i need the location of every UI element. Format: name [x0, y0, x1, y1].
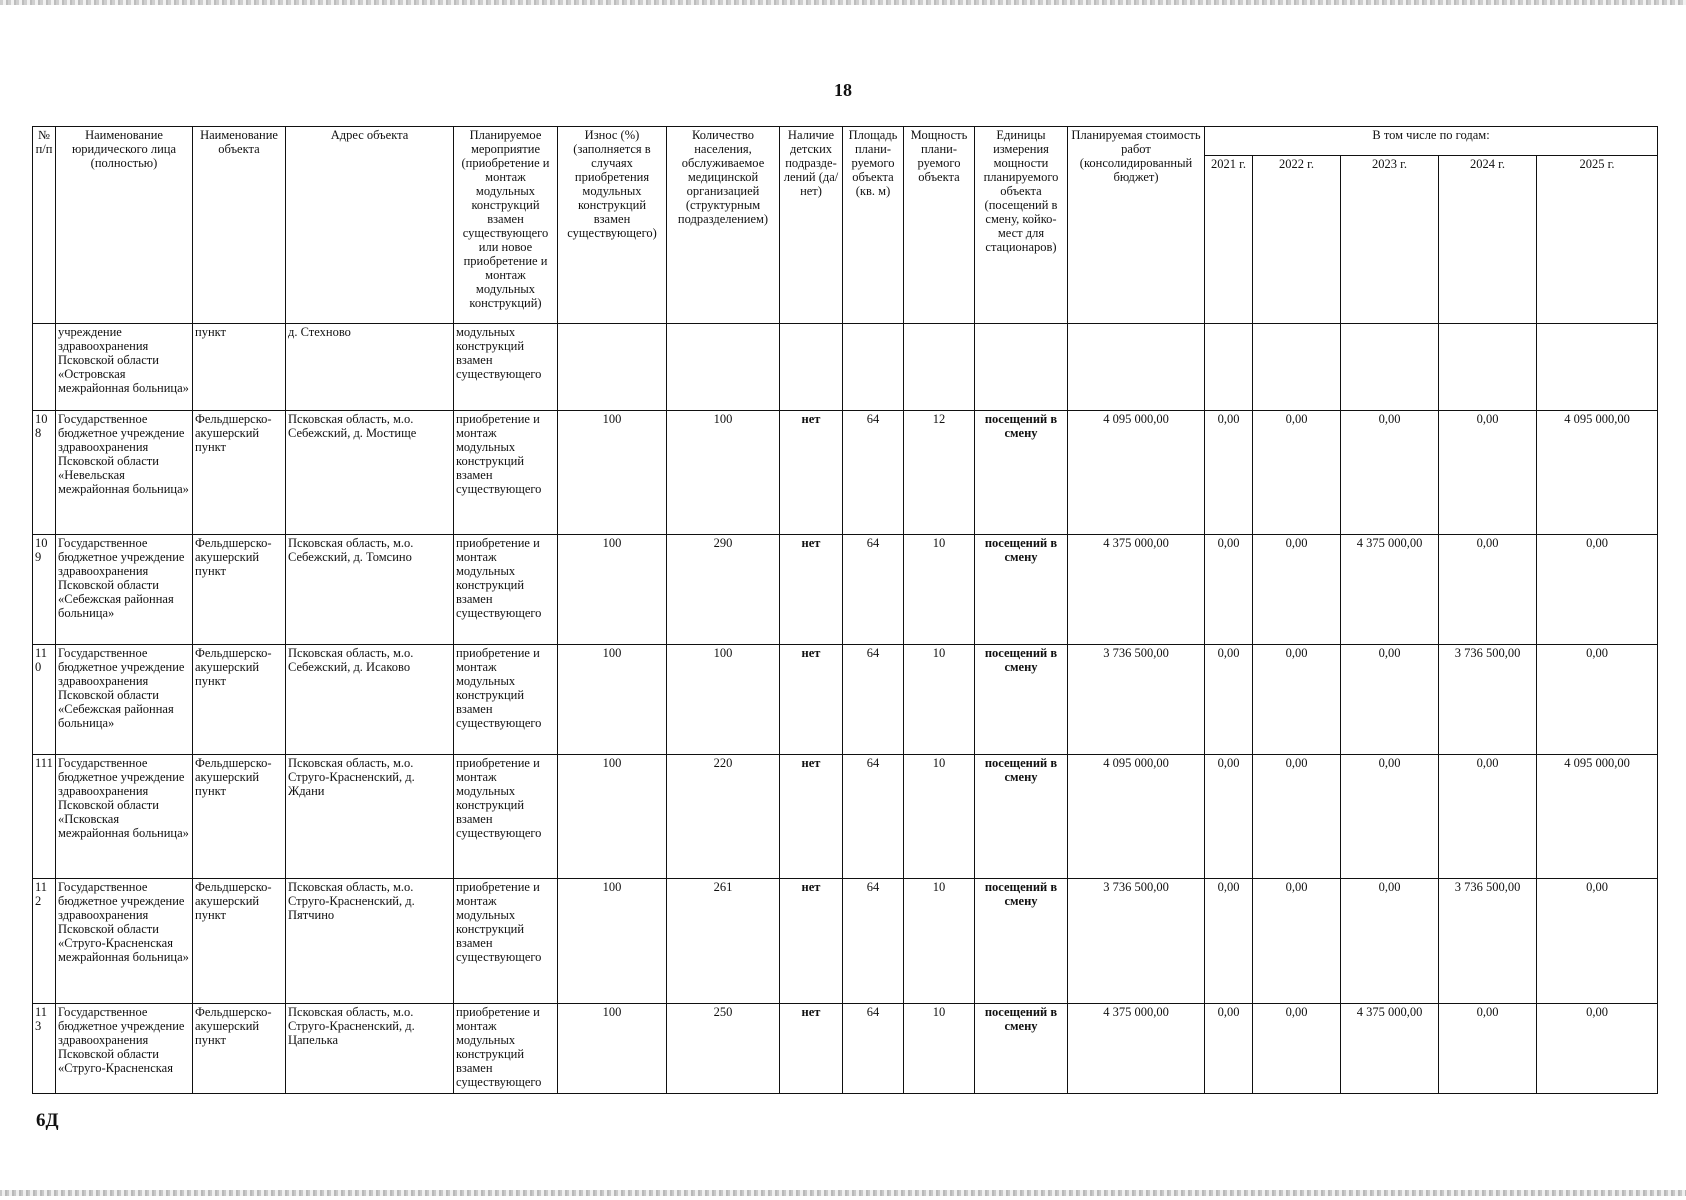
cell-legal-name: Государственное бюджетное учреждение здравоохранения Псковской области «Невельская межрайонная больница» — [56, 411, 193, 535]
cell-year-2022: 0,00 — [1253, 1004, 1341, 1094]
cell-measure: приобретение и монтаж модульных конструкций взамен существующего — [454, 879, 558, 1004]
cell-area: 64 — [843, 411, 904, 535]
cell-address: Псковская область, м.о. Струго-Красненский, д. Цапелька — [286, 1004, 454, 1094]
cell-legal-name: Государственное бюджетное учреждение здравоохранения Псковской области «Струго-Красненская межрайонная больница» — [56, 879, 193, 1004]
header-row-top — [33, 127, 1658, 156]
cell-year-2021: 0,00 — [1205, 535, 1253, 645]
cell-children: нет — [780, 1004, 843, 1094]
cell-measure: модульных конструкций взамен существующего — [454, 324, 558, 411]
cell-capacity: 10 — [904, 645, 975, 755]
cell-area — [843, 324, 904, 411]
cell-year-2023: 4 375 000,00 — [1341, 1004, 1439, 1094]
table-row — [33, 535, 1658, 645]
cell-year-2024: 0,00 — [1439, 1004, 1537, 1094]
table-header — [33, 127, 1658, 324]
header-address: Адрес объекта — [286, 127, 454, 324]
cell-year-2023: 0,00 — [1341, 411, 1439, 535]
scan-edge-top — [0, 0, 1686, 5]
table-row-continuation — [33, 324, 1658, 411]
cell-year-2024 — [1439, 324, 1537, 411]
cell-year-2024: 3 736 500,00 — [1439, 645, 1537, 755]
cell-year-2023: 0,00 — [1341, 879, 1439, 1004]
cell-population: 261 — [667, 879, 780, 1004]
cell-year-2025: 0,00 — [1537, 1004, 1658, 1094]
cell-year-2021 — [1205, 324, 1253, 411]
cell-year-2024: 0,00 — [1439, 535, 1537, 645]
cell-address: Псковская область, м.о. Струго-Красненский, д. Пятчино — [286, 879, 454, 1004]
cell-units: посещений в смену — [975, 755, 1068, 879]
cell-area: 64 — [843, 1004, 904, 1094]
cell-address: Псковская область, м.о. Себежский, д. Томсино — [286, 535, 454, 645]
header-area: Площадь плани-руемого объекта (кв. м) — [843, 127, 904, 324]
cell-object-name: Фельдшерско-акушерский пункт — [193, 645, 286, 755]
cell-object-name: Фельдшерско-акушерский пункт — [193, 879, 286, 1004]
page-number: 18 — [834, 80, 852, 100]
header-wear: Износ (%) (заполняется в случаях приобретения модульных конструкций взамен существующего) — [558, 127, 667, 324]
table-row — [33, 755, 1658, 879]
cell-year-2023: 0,00 — [1341, 755, 1439, 879]
table-row — [33, 411, 1658, 535]
cell-wear: 100 — [558, 535, 667, 645]
cell-year-2022: 0,00 — [1253, 879, 1341, 1004]
cell-cost: 4 375 000,00 — [1068, 1004, 1205, 1094]
cell-object-name: Фельдшерско-акушерский пункт — [193, 1004, 286, 1094]
cell-year-2022: 0,00 — [1253, 411, 1341, 535]
cell-year-2023: 4 375 000,00 — [1341, 535, 1439, 645]
cell-measure: приобретение и монтаж модульных конструкций взамен существующего — [454, 755, 558, 879]
cell-cost: 3 736 500,00 — [1068, 879, 1205, 1004]
cell-measure: приобретение и монтаж модульных конструкций взамен существующего — [454, 411, 558, 535]
cell-address: Псковская область, м.о. Себежский, д. Мостище — [286, 411, 454, 535]
header-year-2021: 2021 г. — [1205, 156, 1253, 324]
cell-address: д. Стехново — [286, 324, 454, 411]
cell-capacity: 12 — [904, 411, 975, 535]
cell-units: посещений в смену — [975, 535, 1068, 645]
cell-legal-name: Государственное бюджетное учреждение здравоохранения Псковской области «Себежская районная больница» — [56, 645, 193, 755]
cell-wear — [558, 324, 667, 411]
cell-object-name: Фельдшерско-акушерский пункт — [193, 755, 286, 879]
header-population: Количество населения, обслуживаемое медицинской организацией (структурным подразделением) — [667, 127, 780, 324]
cell-num: 112 — [33, 879, 56, 1004]
cell-wear: 100 — [558, 411, 667, 535]
cell-cost: 4 095 000,00 — [1068, 755, 1205, 879]
cell-capacity: 10 — [904, 755, 975, 879]
table-body — [33, 324, 1658, 1094]
cell-area: 64 — [843, 645, 904, 755]
cell-children — [780, 324, 843, 411]
cell-measure: приобретение и монтаж модульных конструкций взамен существующего — [454, 645, 558, 755]
cell-population: 290 — [667, 535, 780, 645]
cell-num: 108 — [33, 411, 56, 535]
cell-population: 100 — [667, 645, 780, 755]
header-capacity: Мощность плани-руемого объекта — [904, 127, 975, 324]
header-measure: Планируемое мероприятие (приобретение и монтаж модульных конструкций взамен существующего или новое приобретение и монтаж модульных конструкций) — [454, 127, 558, 324]
cell-year-2021: 0,00 — [1205, 879, 1253, 1004]
header-units: Единицы измерения мощности планируемого объекта (посещений в смену, койко-мест для стационаров) — [975, 127, 1068, 324]
cell-capacity: 10 — [904, 879, 975, 1004]
cell-units: посещений в смену — [975, 879, 1068, 1004]
cell-capacity: 10 — [904, 1004, 975, 1094]
cell-area: 64 — [843, 879, 904, 1004]
cell-num: 109 — [33, 535, 56, 645]
table-row — [33, 1004, 1658, 1094]
cell-wear: 100 — [558, 755, 667, 879]
header-object-name: Наименование объекта — [193, 127, 286, 324]
cell-units: посещений в смену — [975, 411, 1068, 535]
cell-cost — [1068, 324, 1205, 411]
cell-address: Псковская область, м.о. Струго-Красненский, д. Ждани — [286, 755, 454, 879]
cell-year-2021: 0,00 — [1205, 645, 1253, 755]
cell-wear: 100 — [558, 879, 667, 1004]
cell-year-2023 — [1341, 324, 1439, 411]
cell-wear: 100 — [558, 645, 667, 755]
cell-year-2021: 0,00 — [1205, 411, 1253, 535]
cell-year-2025: 4 095 000,00 — [1537, 411, 1658, 535]
header-year-2024: 2024 г. — [1439, 156, 1537, 324]
header-num: № п/п — [33, 127, 56, 324]
cell-address: Псковская область, м.о. Себежский, д. Исаково — [286, 645, 454, 755]
header-by-years: В том числе по годам: — [1205, 127, 1658, 156]
cell-area: 64 — [843, 535, 904, 645]
cell-cost: 3 736 500,00 — [1068, 645, 1205, 755]
header-cost: Планируемая стоимость работ (консолидированный бюджет) — [1068, 127, 1205, 324]
cell-units — [975, 324, 1068, 411]
cell-children: нет — [780, 535, 843, 645]
cell-year-2021: 0,00 — [1205, 1004, 1253, 1094]
cell-year-2024: 3 736 500,00 — [1439, 879, 1537, 1004]
cell-year-2022: 0,00 — [1253, 535, 1341, 645]
cell-cost: 4 095 000,00 — [1068, 411, 1205, 535]
cell-children: нет — [780, 879, 843, 1004]
cell-legal-name: Государственное бюджетное учреждение здравоохранения Псковской области «Себежская районная больница» — [56, 535, 193, 645]
cell-children: нет — [780, 755, 843, 879]
footer-code: 6Д — [36, 1110, 59, 1131]
cell-object-name: пункт — [193, 324, 286, 411]
cell-year-2022: 0,00 — [1253, 755, 1341, 879]
cell-year-2023: 0,00 — [1341, 645, 1439, 755]
cell-population — [667, 324, 780, 411]
cell-measure: приобретение и монтаж модульных конструкций взамен существующего — [454, 1004, 558, 1094]
cell-year-2022: 0,00 — [1253, 645, 1341, 755]
header-legal-name: Наименование юридического лица (полностью) — [56, 127, 193, 324]
header-children: Наличие детских подразде-лений (да/нет) — [780, 127, 843, 324]
cell-legal-name: Государственное бюджетное учреждение здравоохранения Псковской области «Псковская межрайонная больница» — [56, 755, 193, 879]
cell-capacity: 10 — [904, 535, 975, 645]
cell-legal-name: Государственное бюджетное учреждение здравоохранения Псковской области «Струго-Красненская — [56, 1004, 193, 1094]
cell-year-2025 — [1537, 324, 1658, 411]
cell-children: нет — [780, 645, 843, 755]
investment-table — [32, 126, 1658, 1094]
cell-year-2025: 4 095 000,00 — [1537, 755, 1658, 879]
cell-population: 250 — [667, 1004, 780, 1094]
cell-units: посещений в смену — [975, 645, 1068, 755]
cell-year-2025: 0,00 — [1537, 879, 1658, 1004]
cell-object-name: Фельдшерско-акушерский пункт — [193, 535, 286, 645]
cell-children: нет — [780, 411, 843, 535]
cell-units: посещений в смену — [975, 1004, 1068, 1094]
cell-year-2021: 0,00 — [1205, 755, 1253, 879]
cell-year-2024: 0,00 — [1439, 411, 1537, 535]
cell-measure: приобретение и монтаж модульных конструкций взамен существующего — [454, 535, 558, 645]
cell-year-2022 — [1253, 324, 1341, 411]
header-year-2022: 2022 г. — [1253, 156, 1341, 324]
cell-population: 220 — [667, 755, 780, 879]
table-row — [33, 645, 1658, 755]
header-year-2025: 2025 г. — [1537, 156, 1658, 324]
cell-num: 110 — [33, 645, 56, 755]
cell-area: 64 — [843, 755, 904, 879]
cell-year-2025: 0,00 — [1537, 535, 1658, 645]
header-year-2023: 2023 г. — [1341, 156, 1439, 324]
cell-num — [33, 324, 56, 411]
cell-wear: 100 — [558, 1004, 667, 1094]
cell-year-2024: 0,00 — [1439, 755, 1537, 879]
cell-population: 100 — [667, 411, 780, 535]
cell-year-2025: 0,00 — [1537, 645, 1658, 755]
cell-num: 113 — [33, 1004, 56, 1094]
scan-edge-bottom — [0, 1190, 1686, 1196]
cell-object-name: Фельдшерско-акушерский пункт — [193, 411, 286, 535]
table-row — [33, 879, 1658, 1004]
cell-capacity — [904, 324, 975, 411]
cell-legal-name: учреждение здравоохранения Псковской области «Островская межрайонная больница» — [56, 324, 193, 411]
cell-num: 111 — [33, 755, 56, 879]
cell-cost: 4 375 000,00 — [1068, 535, 1205, 645]
